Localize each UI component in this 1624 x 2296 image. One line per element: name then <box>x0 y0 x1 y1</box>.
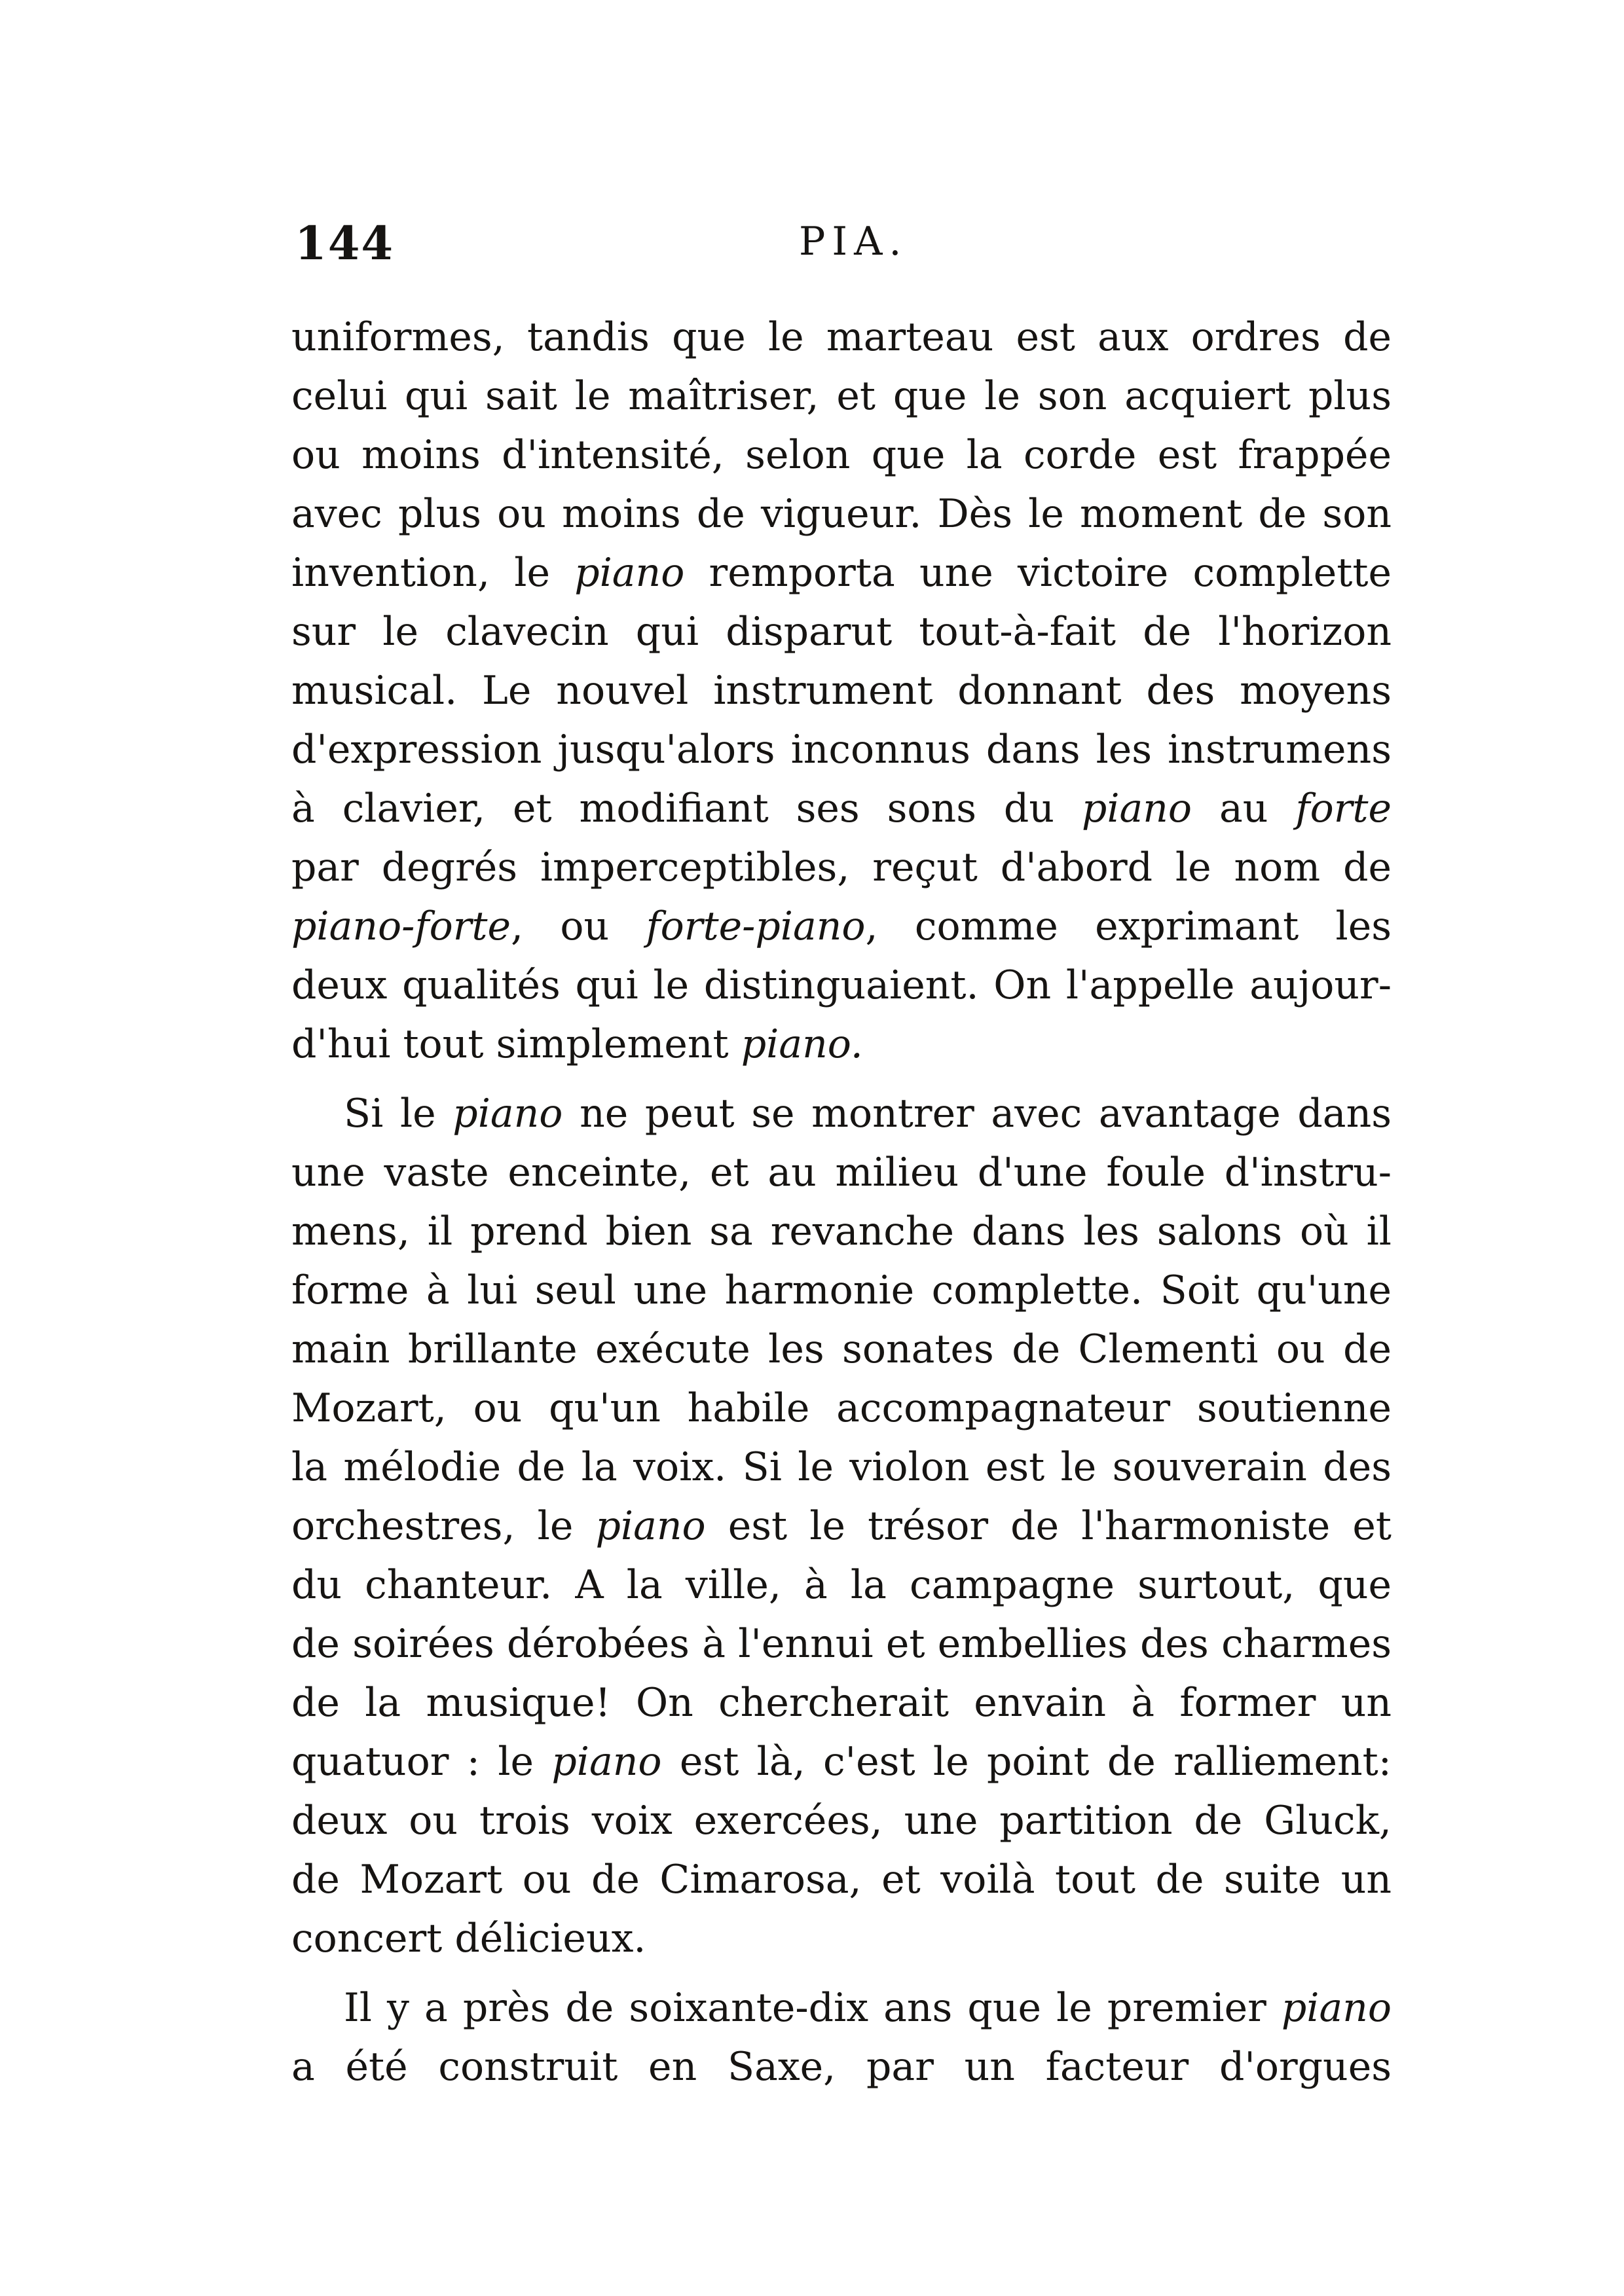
text-run: du chanteur. A la ville, à la campagne surtout, que <box>291 1562 1392 1608</box>
text-run: est le trésor de l'harmoniste et <box>705 1503 1392 1549</box>
text-line <box>291 720 1392 779</box>
paragraph <box>291 308 1392 1074</box>
text-line <box>291 367 1392 426</box>
text-line <box>291 1614 1392 1673</box>
text-run: main brillante exécute les sonates de Clementi ou de <box>291 1326 1392 1372</box>
text-line <box>291 661 1392 720</box>
text-line <box>291 1202 1392 1261</box>
running-title: PIA. <box>799 219 908 264</box>
text-run: d'expression jusqu'alors inconnus dans les instrumens <box>291 727 1392 773</box>
text-line <box>291 1497 1392 1556</box>
text-run: quatuor : le <box>291 1739 552 1785</box>
text-run: Mozart, ou qu'un habile accompagnateur soutienne <box>291 1385 1392 1431</box>
text-line <box>291 779 1392 838</box>
italic-term: piano <box>452 1091 563 1137</box>
text-run: avec plus ou moins de vigueur. Dès le moment de son <box>291 491 1392 537</box>
paragraph-gap <box>291 1074 1392 1084</box>
italic-term: forte <box>1295 786 1392 831</box>
text-line <box>291 426 1392 484</box>
italic-term: piano <box>551 1739 662 1785</box>
text-line <box>291 1978 1392 2037</box>
text-run: ne peut se montrer avec avantage dans <box>563 1091 1392 1137</box>
text-run: par degrés imperceptibles, reçut d'abord le nom de <box>291 845 1392 890</box>
text-run: forme à lui seul une harmonie complette. Soit qu'une <box>291 1267 1392 1313</box>
text-run: de Mozart ou de Cimarosa, et voilà tout de suite un <box>291 1857 1392 1903</box>
text-run: une vaste enceinte, et au milieu d'une foule d'instru- <box>291 1150 1392 1195</box>
running-head <box>295 216 1382 288</box>
text-run: sur le clavecin qui disparut tout-à-fait de l'horizon <box>291 609 1392 655</box>
italic-term: piano. <box>741 1021 863 1067</box>
text-run: deux ou trois voix exercées, une partition de Gluck, <box>291 1798 1392 1844</box>
italic-term: piano <box>574 550 685 596</box>
text-line <box>291 2037 1392 2096</box>
text-line <box>291 1850 1392 1909</box>
text-run: orchestres, le <box>291 1503 596 1549</box>
text-line <box>291 1320 1392 1379</box>
text-run: musical. Le nouvel instrument donnant des moyens <box>291 668 1392 714</box>
text-line <box>291 1673 1392 1732</box>
italic-term: piano-forte <box>291 903 511 949</box>
paragraph-gap <box>291 1968 1392 1978</box>
text-line <box>291 956 1392 1015</box>
italic-term: piano <box>1081 786 1192 831</box>
paragraph <box>291 1978 1392 2096</box>
text-run: , comme exprimant les <box>865 903 1392 949</box>
text-run: à clavier, et modifiant ses sons du <box>291 786 1082 831</box>
text-run: uniformes, tandis que le marteau est aux ordres de <box>291 314 1392 360</box>
text-line <box>291 1143 1392 1202</box>
text-line <box>291 543 1392 602</box>
text-line <box>291 308 1392 367</box>
text-run: deux qualités qui le distinguaient. On l'appelle aujour- <box>291 962 1392 1008</box>
text-line <box>291 1261 1392 1320</box>
text-run: mens, il prend bien sa revanche dans les salons où il <box>291 1209 1392 1254</box>
italic-term: piano <box>1281 1985 1392 2031</box>
italic-term: piano <box>595 1503 706 1549</box>
text-run: la mélodie de la voix. Si le violon est le souverain des <box>291 1444 1392 1490</box>
text-run: d'hui tout simplement <box>291 1021 741 1067</box>
text-run: de la musique! On chercherait envain à former un <box>291 1680 1392 1726</box>
text-run: est là, c'est le point de ralliement: <box>661 1739 1392 1785</box>
text-line <box>291 602 1392 661</box>
text-line <box>291 1379 1392 1438</box>
text-run: au <box>1192 786 1296 831</box>
italic-term: forte-piano <box>646 903 866 949</box>
body-text <box>291 308 1392 2096</box>
text-line <box>291 1084 1392 1143</box>
text-run: remporta une victoire complette <box>684 550 1392 596</box>
text-line <box>291 484 1392 543</box>
text-line <box>291 1909 1392 1968</box>
text-line <box>291 897 1392 956</box>
text-line <box>291 1015 1392 1074</box>
text-run: de soirées dérobées à l'ennui et embellies des charmes <box>291 1621 1392 1667</box>
text-run: invention, le <box>291 550 575 596</box>
page-number: 144 <box>295 216 395 270</box>
paragraph <box>291 1084 1392 1968</box>
text-run: , ou <box>511 903 646 949</box>
text-line <box>291 1791 1392 1850</box>
text-line <box>291 1438 1392 1497</box>
text-run: celui qui sait le maîtriser, et que le son acquiert plus <box>291 373 1392 419</box>
text-line <box>291 1556 1392 1614</box>
text-run: ou moins d'intensité, selon que la corde est frappée <box>291 432 1392 478</box>
text-line <box>291 838 1392 897</box>
text-run: Si le <box>344 1091 453 1137</box>
text-run: a été construit en Saxe, par un facteur d'orgues <box>291 2044 1392 2090</box>
text-line <box>291 1732 1392 1791</box>
text-run: concert délicieux. <box>291 1916 646 1961</box>
text-run: Il y a près de soixante-dix ans que le premier <box>344 1985 1282 2031</box>
